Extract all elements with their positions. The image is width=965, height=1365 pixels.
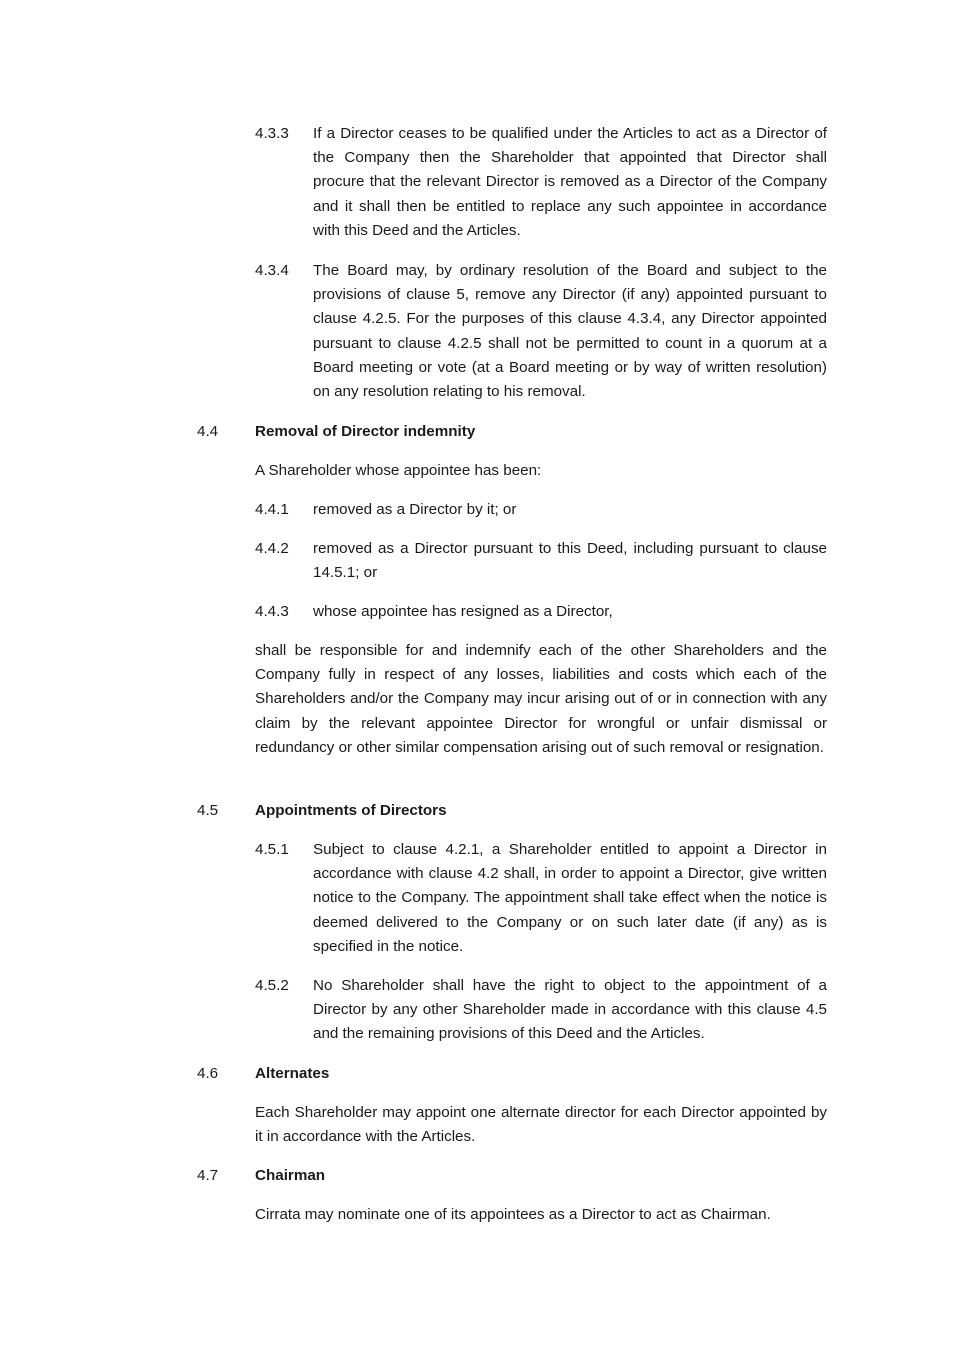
section-text: Each Shareholder may appoint one alternate director for each Director appointed by it in accordance with the Articles.	[255, 1104, 827, 1146]
section-number: 4.7	[197, 1167, 219, 1184]
clause-text: If a Director ceases to be qualified under the Articles to act as a Director of the Company then the Shareholder that appointed that Director shall procure that the relevant Director is removed as a Director of the Company and it shall then be entitled to replace any such appointee in accordance with this Deed and the Articles.	[313, 125, 827, 239]
clause-number: 4.4.1	[255, 501, 289, 518]
clause-number: 4.5.1	[255, 841, 289, 858]
clause-text: The Board may, by ordinary resolution of the Board and subject to the provisions of clause 5, remove any Director (if any) appointed pursuant to clause 4.2.5. For the purposes of this clause 4.3.4, any Director appointed pursuant to clause 4.2.5 shall not be permitted to count in a quorum at a Board meeting or vote (at a Board meeting or by way of written resolution) on any resolution relating to his removal.	[313, 262, 827, 401]
section-number: 4.5	[197, 802, 219, 819]
clause-text: Subject to clause 4.2.1, a Shareholder entitled to appoint a Director in accordance with clause 4.2 shall, in order to appoint a Director, give written notice to the Company. The appointment shall take effect when the notice is deemed delivered to the Company or on such later date (if any) as is specified in the notice.	[313, 841, 827, 955]
section-heading: Appointments of Directors	[255, 802, 447, 819]
clause-number: 4.4.2	[255, 540, 289, 557]
section-heading: Alternates	[255, 1065, 330, 1082]
clause-number: 4.3.4	[255, 262, 289, 279]
clause-text: whose appointee has resigned as a Director,	[313, 603, 613, 620]
clause-number: 4.3.3	[255, 125, 289, 142]
section-intro: A Shareholder whose appointee has been:	[255, 462, 542, 479]
section-heading: Chairman	[255, 1167, 326, 1184]
clause-text: removed as a Director by it; or	[313, 501, 517, 518]
clause-number: 4.4.3	[255, 603, 289, 620]
clause-text: removed as a Director pursuant to this Deed, including pursuant to clause 14.5.1; or	[313, 540, 827, 582]
section-heading: Removal of Director indemnity	[255, 423, 476, 440]
section-number: 4.6	[197, 1065, 219, 1082]
section-closing: shall be responsible for and indemnify each of the other Shareholders and the Company fully in respect of any losses, liabilities and costs which each of the Shareholders and/or the Company may incur arising out of or in connection with any claim by the relevant appointee Director for wrongful or unfair dismissal or redundancy or other similar compensation arising out of such removal or resignation.	[255, 642, 827, 756]
section-text: Cirrata may nominate one of its appointees as a Director to act as Chairman.	[255, 1206, 771, 1223]
section-number: 4.4	[197, 423, 219, 440]
clause-text: No Shareholder shall have the right to object to the appointment of a Director by any other Shareholder made in accordance with this clause 4.5 and the remaining provisions of this Deed and the Articles.	[313, 977, 827, 1043]
clause-number: 4.5.2	[255, 977, 289, 994]
